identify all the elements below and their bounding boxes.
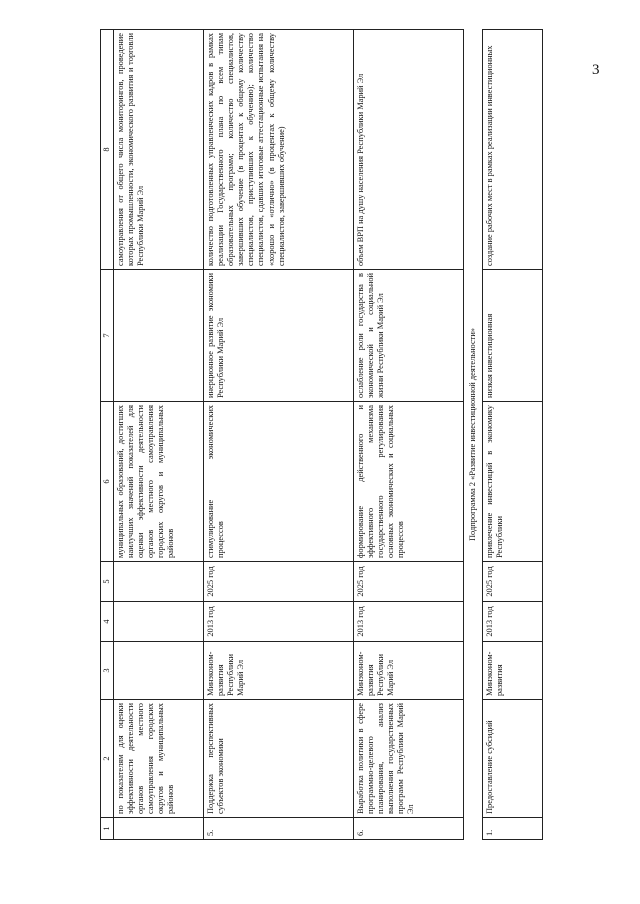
header-col-1: 1 — [101, 818, 114, 840]
header-col-7: 7 — [101, 270, 114, 402]
risk: низкая инвестиционная — [483, 270, 543, 402]
header-col-5: 5 — [101, 562, 114, 602]
executor: Минэконом-развития — [483, 642, 543, 700]
row-number: 1. — [483, 818, 543, 840]
expected-result: привлечение инвестиций в экономику Республики — [483, 402, 543, 562]
row-number — [114, 818, 204, 840]
row-number: 5. — [204, 818, 354, 840]
activity-name: Поддержка перспективных субъектов экономики — [204, 700, 354, 818]
start-year: 2013 год — [483, 602, 543, 642]
row-number: 6. — [354, 818, 464, 840]
activity-name: по показателям для оценки эффективности деятельности органов местного самоуправления городских округов и муниципальных районов — [114, 700, 204, 818]
start-year — [114, 602, 204, 642]
page-number: 3 — [592, 62, 600, 78]
header-col-3: 3 — [101, 642, 114, 700]
indicator: самоуправления от общего числа мониторингов, проведение которых промышленности, экономического развития и торговли Республики Марий Эл — [114, 30, 204, 270]
expected-result: муниципальных образований, достигших наилучших значений показателей для оценки эффективности деятельности органов местного самоуправления городских округов и муниципальных районов — [114, 402, 204, 562]
start-year: 2013 год — [204, 602, 354, 642]
header-col-8: 8 — [101, 30, 114, 270]
activity-name: Выработка политики в сфере программно-целевого планирования, анализ выполнения государственных программ Республики Марий Эл — [354, 700, 464, 818]
subprogram-title: Подпрограмма 2 «Развитие инвестиционной деятельности» — [464, 30, 483, 840]
header-row — [101, 30, 114, 840]
end-year: 2025 год — [483, 562, 543, 602]
header-col-4: 4 — [101, 602, 114, 642]
rotated-table-container — [100, 20, 620, 840]
table-row — [483, 30, 543, 840]
executor: Минэконом-развития Республики Марий Эл — [354, 642, 464, 700]
start-year: 2013 год — [354, 602, 464, 642]
table-row — [354, 30, 464, 840]
expected-result: формирование действенного и эффективного механизма государственного регулирования основных экономических и социальных процессов — [354, 402, 464, 562]
end-year: 2025 год — [354, 562, 464, 602]
subprogram-row — [464, 30, 483, 840]
indicator: создание рабочих мест в рамках реализации инвестиционных — [483, 30, 543, 270]
expected-result: стимулирование экономических процессов — [204, 402, 354, 562]
program-table — [100, 29, 543, 840]
end-year — [114, 562, 204, 602]
indicator: количество подготовленных управленческих кадров в рамках реализации Государственного плана по всем типам образовательных программ; количество специалистов, завершивших обучение (в процентах к общему количеству специалистов, приступивших к обучению); количество специалистов, сдавших итоговые аттестационные испытания на «хорошо и «отлично» (в процентах к общему количеству специалистов, завершивших обучение) — [204, 30, 354, 270]
risk: инерционное развитие экономики Республики Марий Эл — [204, 270, 354, 402]
executor — [114, 642, 204, 700]
header-col-6: 6 — [101, 402, 114, 562]
activity-name: Предоставление субсидий — [483, 700, 543, 818]
header-col-2: 2 — [101, 700, 114, 818]
executor: Минэконом-развития Республики Марий Эл — [204, 642, 354, 700]
end-year: 2025 год — [204, 562, 354, 602]
table-row — [204, 30, 354, 840]
table-row — [114, 30, 204, 840]
risk: ослабление роли государства в экономической и социальной жизни Республики Марий Эл — [354, 270, 464, 402]
risk — [114, 270, 204, 402]
indicator: объем ВРП на душу населения Республики Марий Эл — [354, 30, 464, 270]
